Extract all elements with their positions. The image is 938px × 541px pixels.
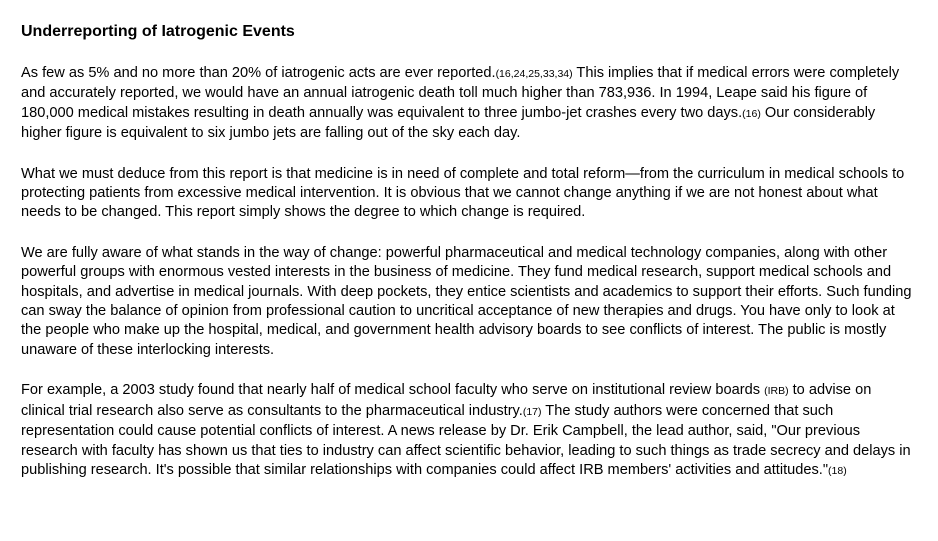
paragraph-text: Our considerably higher figure is equivalent to six jumbo jets are falling out of the sky each day. <box>21 104 876 142</box>
citation-reference: (IRB) <box>764 385 789 398</box>
paragraph-text: We are fully aware of what stands in the way of change: powerful pharmaceutical and medical technology companies, along with other powerful groups with enormous vested interests in the business of medicine. They fund medical research, support medical schools and hospitals, and advertise in medical journals. With deep pockets, they entice scientists and academics to support their efforts. Such funding can sway the balance of opinion from professional caution to uncritical acceptance of new therapies and drugs. You have only to look at the people who make up the hospital, medical, and government health advisory boards to see conflicts of interest. The public is mostly unaware of these interlocking interests. <box>21 244 912 358</box>
citation-reference: (16) <box>742 107 761 120</box>
paragraph-text: As few as 5% and no more than 20% of iatrogenic acts are ever reported. <box>21 65 496 81</box>
section-heading: Underreporting of Iatrogenic Events <box>21 23 295 40</box>
paragraph-text: The study authors were concerned that such representation could cause potential conflicts of interest. A news release by Dr. Erik Campbell, the lead author, said, "Our previous research with faculty has shown us that ties to industry can affect scientific behavior, leading to such things as trade secrecy and delays in publishing research. It's possible that similar relationships with companies could affect IRB members' activities and attitudes." <box>21 402 911 478</box>
paragraph-text: For example, a 2003 study found that nearly half of medical school faculty who serve on institutional review boards <box>21 382 765 399</box>
document-page <box>21 22 917 502</box>
paragraph-text: This implies that if medical errors were completely and accurately reported, we would have an annual iatrogenic death toll much higher than 783,936. In 1994, Leape said his figure of 180,000 medical mistakes resulting in death annually was equivalent to three jumbo-jet crashes every two days. <box>21 65 900 121</box>
document-body <box>21 64 917 481</box>
paragraph-1 <box>21 64 917 144</box>
citation-reference: (17) <box>522 405 542 418</box>
citation-reference: (16,24,25,33,34) <box>495 68 573 80</box>
citation-reference: (18) <box>828 464 847 477</box>
paragraph-4 <box>21 381 917 481</box>
paragraph-2 <box>21 165 917 223</box>
paragraph-text: to advise on clinical trial research also serve as consultants to the pharmaceutical industry. <box>21 382 872 419</box>
paragraph-text: What we must deduce from this report is that medicine is in need of complete and total reform—from the curriculum in medical schools to protecting patients from excessive medical intervention. It is obvious that we cannot change anything if we are not honest about what needs to be changed. This report simply shows the degree to which change is required. <box>21 165 905 221</box>
paragraph-3 <box>21 244 917 360</box>
